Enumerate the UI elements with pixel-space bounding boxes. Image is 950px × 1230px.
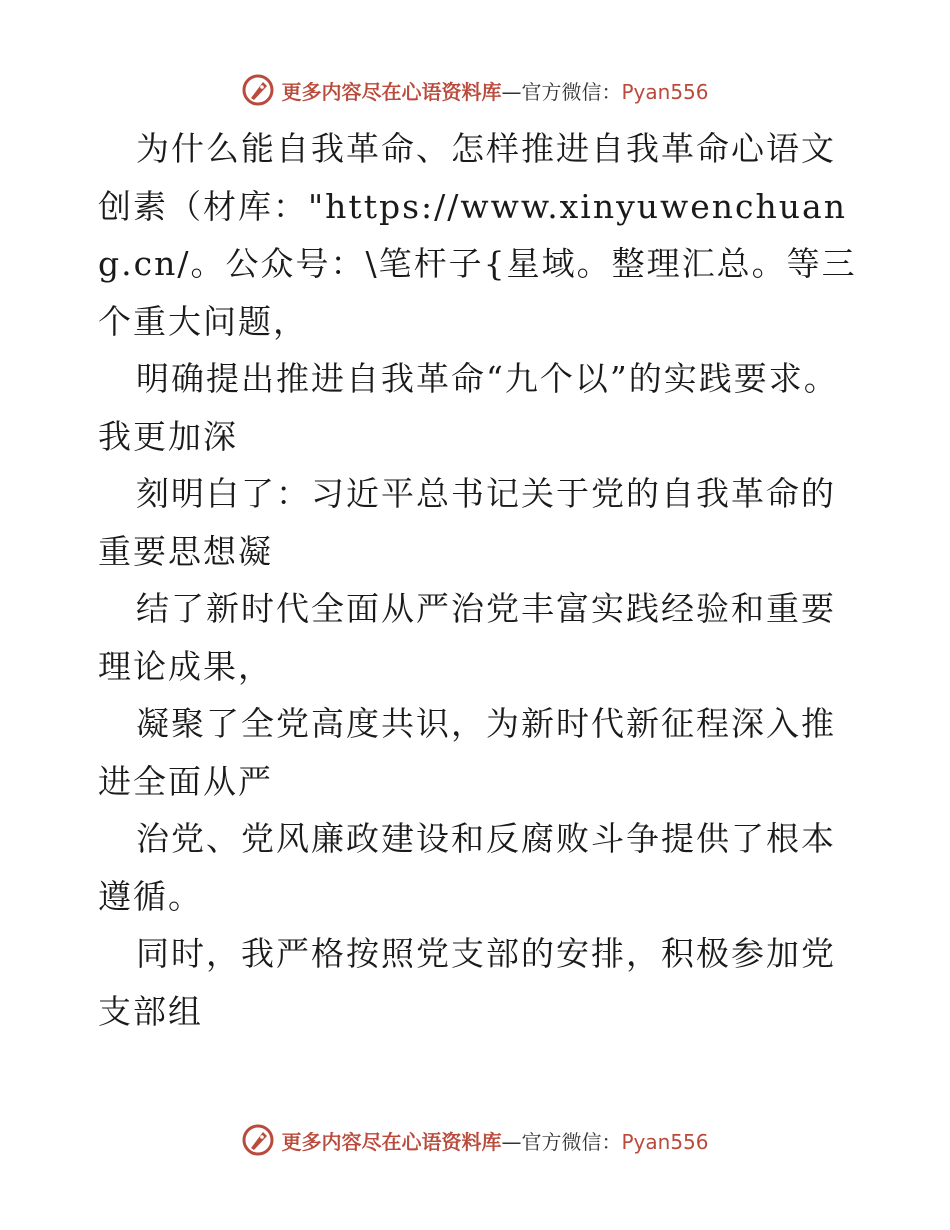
header-banner-title: 更多内容尽在心语资料库 bbox=[281, 79, 502, 104]
footer-banner-label: —官方微信： bbox=[501, 1129, 622, 1154]
header-banner bbox=[0, 68, 950, 112]
footer-wechat-id: Pyan556 bbox=[621, 1129, 709, 1154]
footer-banner-title: 更多内容尽在心语资料库 bbox=[281, 1129, 502, 1154]
header-banner-text bbox=[281, 76, 708, 105]
paragraph-2: 明确提出推进自我革命“九个以”的实践要求。我更加深 bbox=[98, 359, 839, 456]
footer-banner-text bbox=[281, 1126, 708, 1155]
footer-banner bbox=[0, 1118, 950, 1162]
paragraph-3: 刻明白了：习近平总书记关于党的自我革命的重要思想凝 bbox=[98, 474, 836, 571]
header-banner-label: —官方微信： bbox=[501, 79, 622, 104]
paragraph-7: 同时，我严格按照党支部的安排，积极参加党支部组 bbox=[98, 934, 836, 1031]
paragraph-6: 治党、党风廉政建设和反腐败斗争提供了根本遵循。 bbox=[98, 819, 836, 916]
paragraph-5: 凝聚了全党高度共识，为新时代新征程深入推进全面从严 bbox=[98, 704, 836, 801]
paragraph-1: 为什么能自我革命、怎样推进自我革命心语文创素（材库："https://www.xinyuwenchuang.cn/。公众号：\笔杆子{星域。整理汇总。等三个重大问题， bbox=[98, 129, 857, 341]
document-body bbox=[98, 120, 858, 1040]
paragraph-4: 结了新时代全面从严治党丰富实践经验和重要理论成果， bbox=[98, 589, 836, 686]
pen-nib-circle-icon bbox=[241, 1123, 275, 1157]
pen-nib-circle-icon bbox=[241, 73, 275, 107]
header-wechat-id: Pyan556 bbox=[621, 79, 709, 104]
